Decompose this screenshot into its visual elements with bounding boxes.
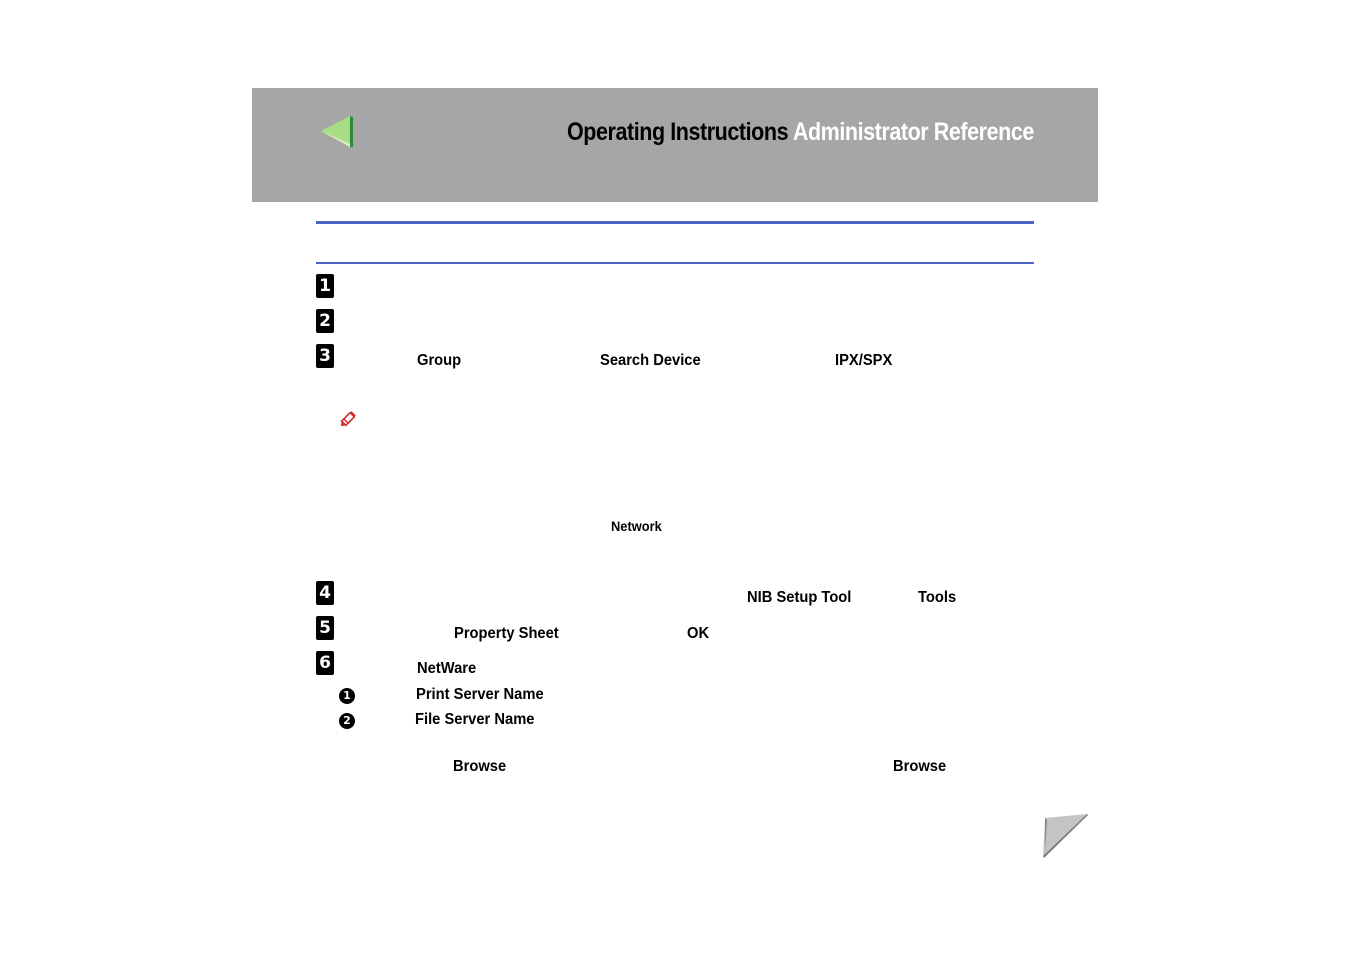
- label-nib-setup-tool: NIB Setup Tool: [747, 589, 852, 606]
- step-number-5: 5: [316, 616, 334, 640]
- step-number-3: 3: [316, 344, 334, 368]
- title-main: Operating Instructions: [567, 118, 789, 146]
- step-number-1: 1: [316, 274, 334, 298]
- step-number-6: 6: [316, 651, 334, 675]
- label-property-sheet: Property Sheet: [454, 625, 559, 642]
- label-ok: OK: [687, 625, 710, 642]
- label-browse-2: Browse: [893, 758, 947, 775]
- substep-number-2: 2: [339, 713, 355, 729]
- back-arrow-icon[interactable]: [319, 114, 355, 150]
- substep-number-1: 1: [339, 688, 355, 704]
- heading-rule-top: [316, 221, 1034, 224]
- label-group: Group: [417, 352, 462, 369]
- label-browse-1: Browse: [453, 758, 507, 775]
- page-title: [567, 118, 1034, 150]
- next-page-icon[interactable]: [1039, 812, 1089, 858]
- label-ipx-spx: IPX/SPX: [835, 352, 893, 369]
- label-search-device: Search Device: [600, 352, 701, 369]
- step-number-2: 2: [316, 309, 334, 333]
- step-number-4: 4: [316, 581, 334, 605]
- heading-rule-bottom: [316, 262, 1034, 264]
- label-file-server-name: File Server Name: [415, 711, 535, 728]
- label-network: Network: [611, 518, 662, 534]
- label-tools: Tools: [918, 589, 957, 606]
- label-netware: NetWare: [417, 660, 477, 677]
- title-sub: Administrator Reference: [792, 118, 1034, 146]
- note-pencil-icon: [338, 409, 358, 429]
- label-print-server-name: Print Server Name: [416, 686, 544, 703]
